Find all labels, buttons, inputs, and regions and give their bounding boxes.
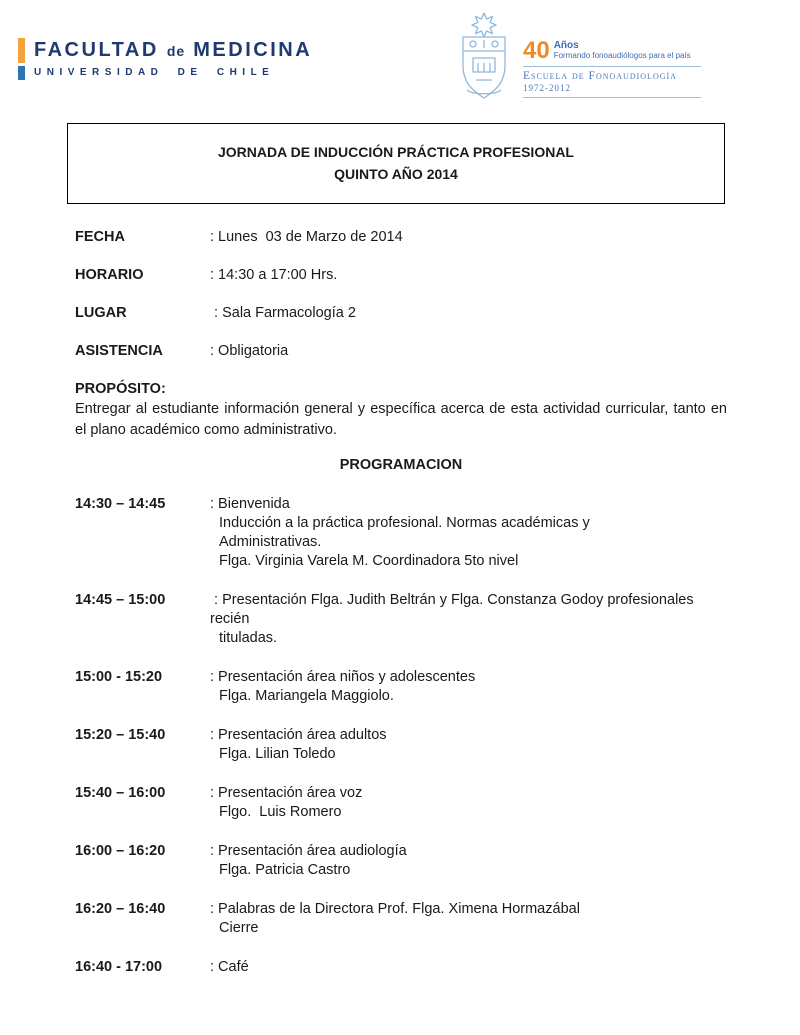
schedule-line: : Presentación Flga. Judith Beltrán y Flga. Constanza Godoy profesionales recién: [210, 592, 698, 627]
faculty-word: MEDICINA: [193, 39, 313, 61]
faculty-word: FACULTAD: [34, 39, 159, 61]
schedule-line: Cierre: [219, 920, 259, 936]
schedule-line: Flga. Mariangela Maggiolo.: [219, 688, 394, 704]
schedule-item: [75, 958, 727, 977]
schedule-item: [75, 900, 727, 938]
anniversary-label: Años: [553, 40, 579, 51]
schedule-time: 15:20 – 15:40: [75, 727, 166, 743]
schedule-item: [75, 495, 727, 571]
faculty-word-de: de: [166, 43, 186, 59]
info-field-horario: [75, 266, 727, 285]
anniversary-tagline: Formando fonoaudiólogos para el país: [553, 51, 691, 60]
schedule-line: Flga. Patricia Castro: [219, 862, 351, 878]
schedule-item: [75, 591, 727, 648]
schedule-item: [75, 842, 727, 880]
schedule-line: Flgo. Luis Romero: [219, 804, 342, 820]
schedule-line: Inducción a la práctica profesional. Normas académicas y: [219, 515, 590, 531]
logo-blue-bar: [18, 66, 25, 80]
field-label: HORARIO: [75, 267, 144, 283]
schedule-description: [210, 958, 727, 977]
crest-text-block: [523, 10, 701, 98]
schedule-time: 16:00 – 16:20: [75, 843, 166, 859]
school-name: Escuela de Fonoaudiología: [523, 70, 677, 82]
schedule-description: [210, 591, 727, 648]
program-schedule: [75, 495, 727, 977]
schedule-time: 15:00 - 15:20: [75, 669, 163, 685]
program-heading: PROGRAMACION: [339, 457, 463, 473]
schedule-description: [210, 784, 727, 822]
schedule-line: : Café: [210, 959, 249, 975]
schedule-description: [210, 900, 727, 938]
schedule-line: : Presentación área voz: [210, 785, 363, 801]
document-body: [75, 228, 727, 997]
university-logo-row: [18, 66, 312, 80]
schedule-time: 16:20 – 16:40: [75, 901, 166, 917]
schedule-time: 14:45 – 15:00: [75, 592, 166, 608]
field-label: FECHA: [75, 229, 125, 245]
faculty-logo: [18, 38, 312, 80]
field-label: LUGAR: [75, 305, 127, 321]
school-crest-block: [452, 10, 701, 106]
document-title-line1: JORNADA DE INDUCCIÓN PRÁCTICA PROFESIONAL: [218, 144, 574, 160]
school-name-block: [523, 66, 701, 98]
schedule-line: : Palabras de la Directora Prof. Flga. Ximena Hormazábal: [210, 901, 580, 917]
logo-orange-bar: [18, 38, 25, 63]
schedule-line: : Presentación área niños y adolescentes: [210, 669, 476, 685]
schedule-item: [75, 784, 727, 822]
field-value: : Obligatoria: [210, 343, 289, 359]
schedule-line: : Bienvenida: [210, 496, 290, 512]
faculty-logo-row: [18, 38, 312, 63]
university-crest-icon: [452, 10, 516, 106]
schedule-description: [210, 495, 727, 571]
schedule-line: : Presentación área adultos: [210, 727, 387, 743]
schedule-line: Administrativas.: [219, 534, 322, 550]
faculty-name: [34, 38, 312, 63]
schedule-item: [75, 668, 727, 706]
anniversary-number: 40: [523, 37, 550, 64]
schedule-description: [210, 842, 727, 880]
schedule-line: tituladas.: [219, 630, 278, 646]
document-title-box: [67, 123, 725, 204]
field-value: : Sala Farmacología 2: [210, 305, 356, 321]
schedule-line: : Presentación área audiología: [210, 843, 407, 859]
school-years: 1972-2012: [523, 83, 571, 93]
purpose-text: Entregar al estudiante información general y específica acerca de esta actividad curricular, tanto en el plano académico como administrativo.: [75, 401, 727, 438]
schedule-time: 16:40 - 17:00: [75, 959, 163, 975]
document-title-line2: QUINTO AÑO 2014: [334, 166, 458, 182]
purpose-label: PROPÓSITO:: [75, 381, 166, 397]
anniversary-row: [523, 37, 701, 64]
info-field-asistencia: [75, 342, 727, 361]
schedule-description: [210, 726, 727, 764]
schedule-line: Flga. Lilian Toledo: [219, 746, 336, 762]
field-value: : Lunes 03 de Marzo de 2014: [210, 229, 403, 245]
field-value: : 14:30 a 17:00 Hrs.: [210, 267, 338, 283]
schedule-line: Flga. Virginia Varela M. Coordinadora 5to nivel: [219, 553, 519, 569]
field-label: ASISTENCIA: [75, 343, 163, 359]
info-field-fecha: [75, 228, 727, 247]
schedule-description: [210, 668, 727, 706]
university-name: UNIVERSIDAD DE CHILE: [34, 67, 275, 78]
anniversary-text: [554, 40, 691, 61]
schedule-item: [75, 726, 727, 764]
info-field-lugar: [75, 304, 727, 323]
schedule-time: 14:30 – 14:45: [75, 496, 166, 512]
schedule-time: 15:40 – 16:00: [75, 785, 166, 801]
